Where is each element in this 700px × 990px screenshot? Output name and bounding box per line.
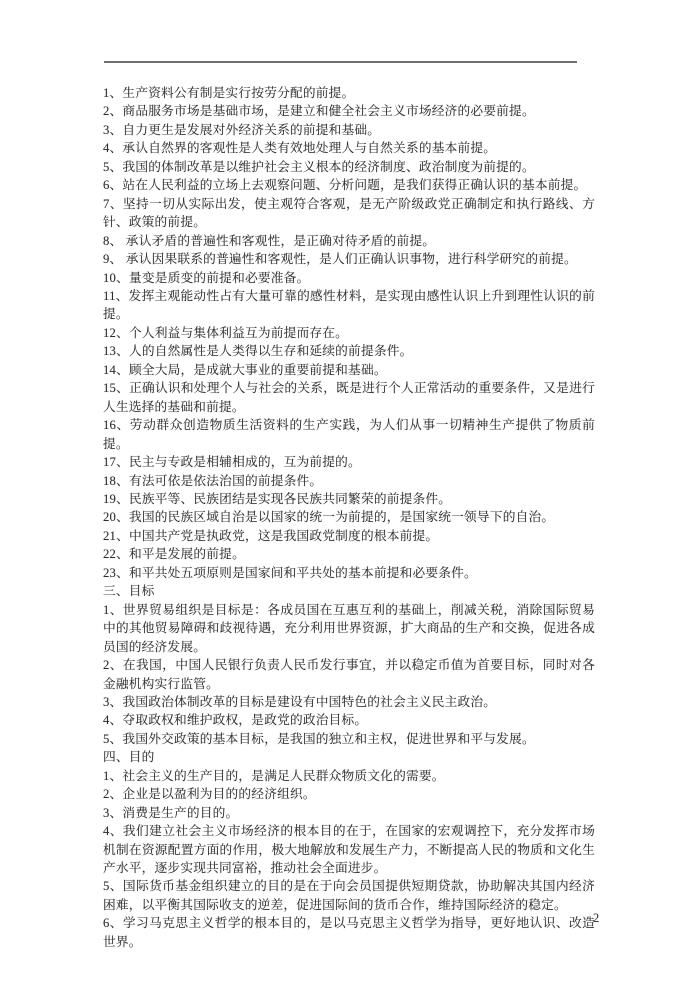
list-item: 3、自力更生是发展对外经济关系的前提和基础。 [103,122,381,137]
list-item: 2、在我国，中国人民银行负责人民币发行事宜，并以稳定币值为首要目标，同时对各金融机构实行监管。 [103,658,595,691]
list-item: 18、有法可依是依法治国的前提条件。 [103,473,323,488]
list-item: 7、坚持一切从实际出发，使主观符合客观，是无产阶级政党正确制定和执行路线、方针、政策的前提。 [103,196,595,230]
list-item: 23、和平共处五项原则是国家间和平共处的基本前提和必要条件。 [103,565,477,580]
list-item: 3、我国政治体制改革的目标是建设有中国特色的社会主义民主政治。 [103,694,497,709]
list-item: 5、我国的体制改革是以维护社会主义根本的经济制度、政治制度为前提的。 [103,159,535,174]
list-item: 11、发挥主观能动性占有大量可靠的感性材料，是实现由感性认识上升到理性认识的前提。 [103,288,595,322]
list-item: 20、我国的民族区域自治是以国家的统一为前提的，是国家统一领导下的自治。 [103,510,555,525]
list-item: 14、顾全大局，是成就大事业的重要前提和基础。 [103,362,387,377]
list-item: 9、 承认因果联系的普遍性和客观性，是人们正确认识事物，进行科学研究的前提。 [103,252,577,267]
list-item: 17、民主与专政是相辅相成的，互为前提的。 [103,455,361,470]
list-item: 1、世界贸易组织是目标是：各成员国在互惠互利的基础上，削减关税，消除国际贸易中的其他贸易障碍和歧视待遇，充分利用世界资源，扩大商品的生产和交换，促进各成员国的经济发展。 [103,602,595,654]
list-item: 6、学习马克思主义哲学的根本目的，是以马克思主义哲学为指导，更好地认识、改造世界。 [103,916,595,949]
list-item: 22、和平是发展的前提。 [103,547,245,562]
list-item: 1、社会主义的生产目的，是满足人民群众物质文化的需要。 [103,768,445,783]
list-item: 19、民族平等、民族团结是实现各民族共同繁荣的前提条件。 [103,491,452,506]
list-item: 4、夺取政权和维护政权，是政党的政治目标。 [103,713,368,728]
list-item: 4、我们建立社会主义市场经济的根本目的在于，在国家的宏观调控下，充分发挥市场机制在资源配置方面的作用，极大地解放和发展生产力，不断提高人民的物质和文化生产水平，逐步实现共同富裕，推动社会全面进步。 [103,824,595,876]
list-item: 4、承认自然界的客观性是人类有效地处理人与自然关系的基本前提。 [103,141,497,156]
list-item: 3、消费是生产的目的。 [103,805,239,820]
page-number: 2 [593,911,600,925]
section-heading: 三、目标 [103,584,155,599]
document-body [103,84,595,951]
list-item: 10、量变是质变的前提和必要准备。 [103,270,310,285]
header-rule [104,61,577,63]
section-heading: 四、目的 [103,750,155,765]
list-item: 5、国际货币基金组织建立的目的是在于向会员国提供短期贷款，协助解决其国内经济困难，以平衡其国际收支的逆差，促进国际间的货币合作，维持国际经济的稳定。 [103,879,595,912]
list-item: 6、站在人民利益的立场上去观察问题、分析问题，是我们获得正确认识的基本前提。 [103,178,587,193]
list-item: 13、人的自然属性是人类得以生存和延续的前提条件。 [103,344,413,359]
list-item: 12、个人利益与集体利益互为前提而存在。 [103,325,349,340]
list-item: 2、商品服务市场是基础市场，是建立和健全社会主义市场经济的必要前提。 [103,104,535,119]
list-item: 1、生产资料公有制是实行按劳分配的前提。 [103,86,355,100]
list-item: 21、中国共产党是执政党，这是我国政党制度的根本前提。 [103,528,439,543]
list-item: 8、 承认矛盾的普遍性和客观性，是正确对待矛盾的前提。 [103,233,436,248]
list-item: 16、劳动群众创造物质生活资料的生产实践，为人们从事一切精神生产提供了物质前提。 [103,418,595,451]
list-item: 5、我国外交政策的基本目标，是我国的独立和主权，促进世界和平与发展。 [103,731,535,746]
list-item: 15、正确认识和处理个人与社会的关系，既是进行个人正常活动的重要条件，又是进行人生选择的基础和前提。 [103,381,595,414]
list-item: 2、企业是以盈利为目的的经济组织。 [103,787,316,802]
